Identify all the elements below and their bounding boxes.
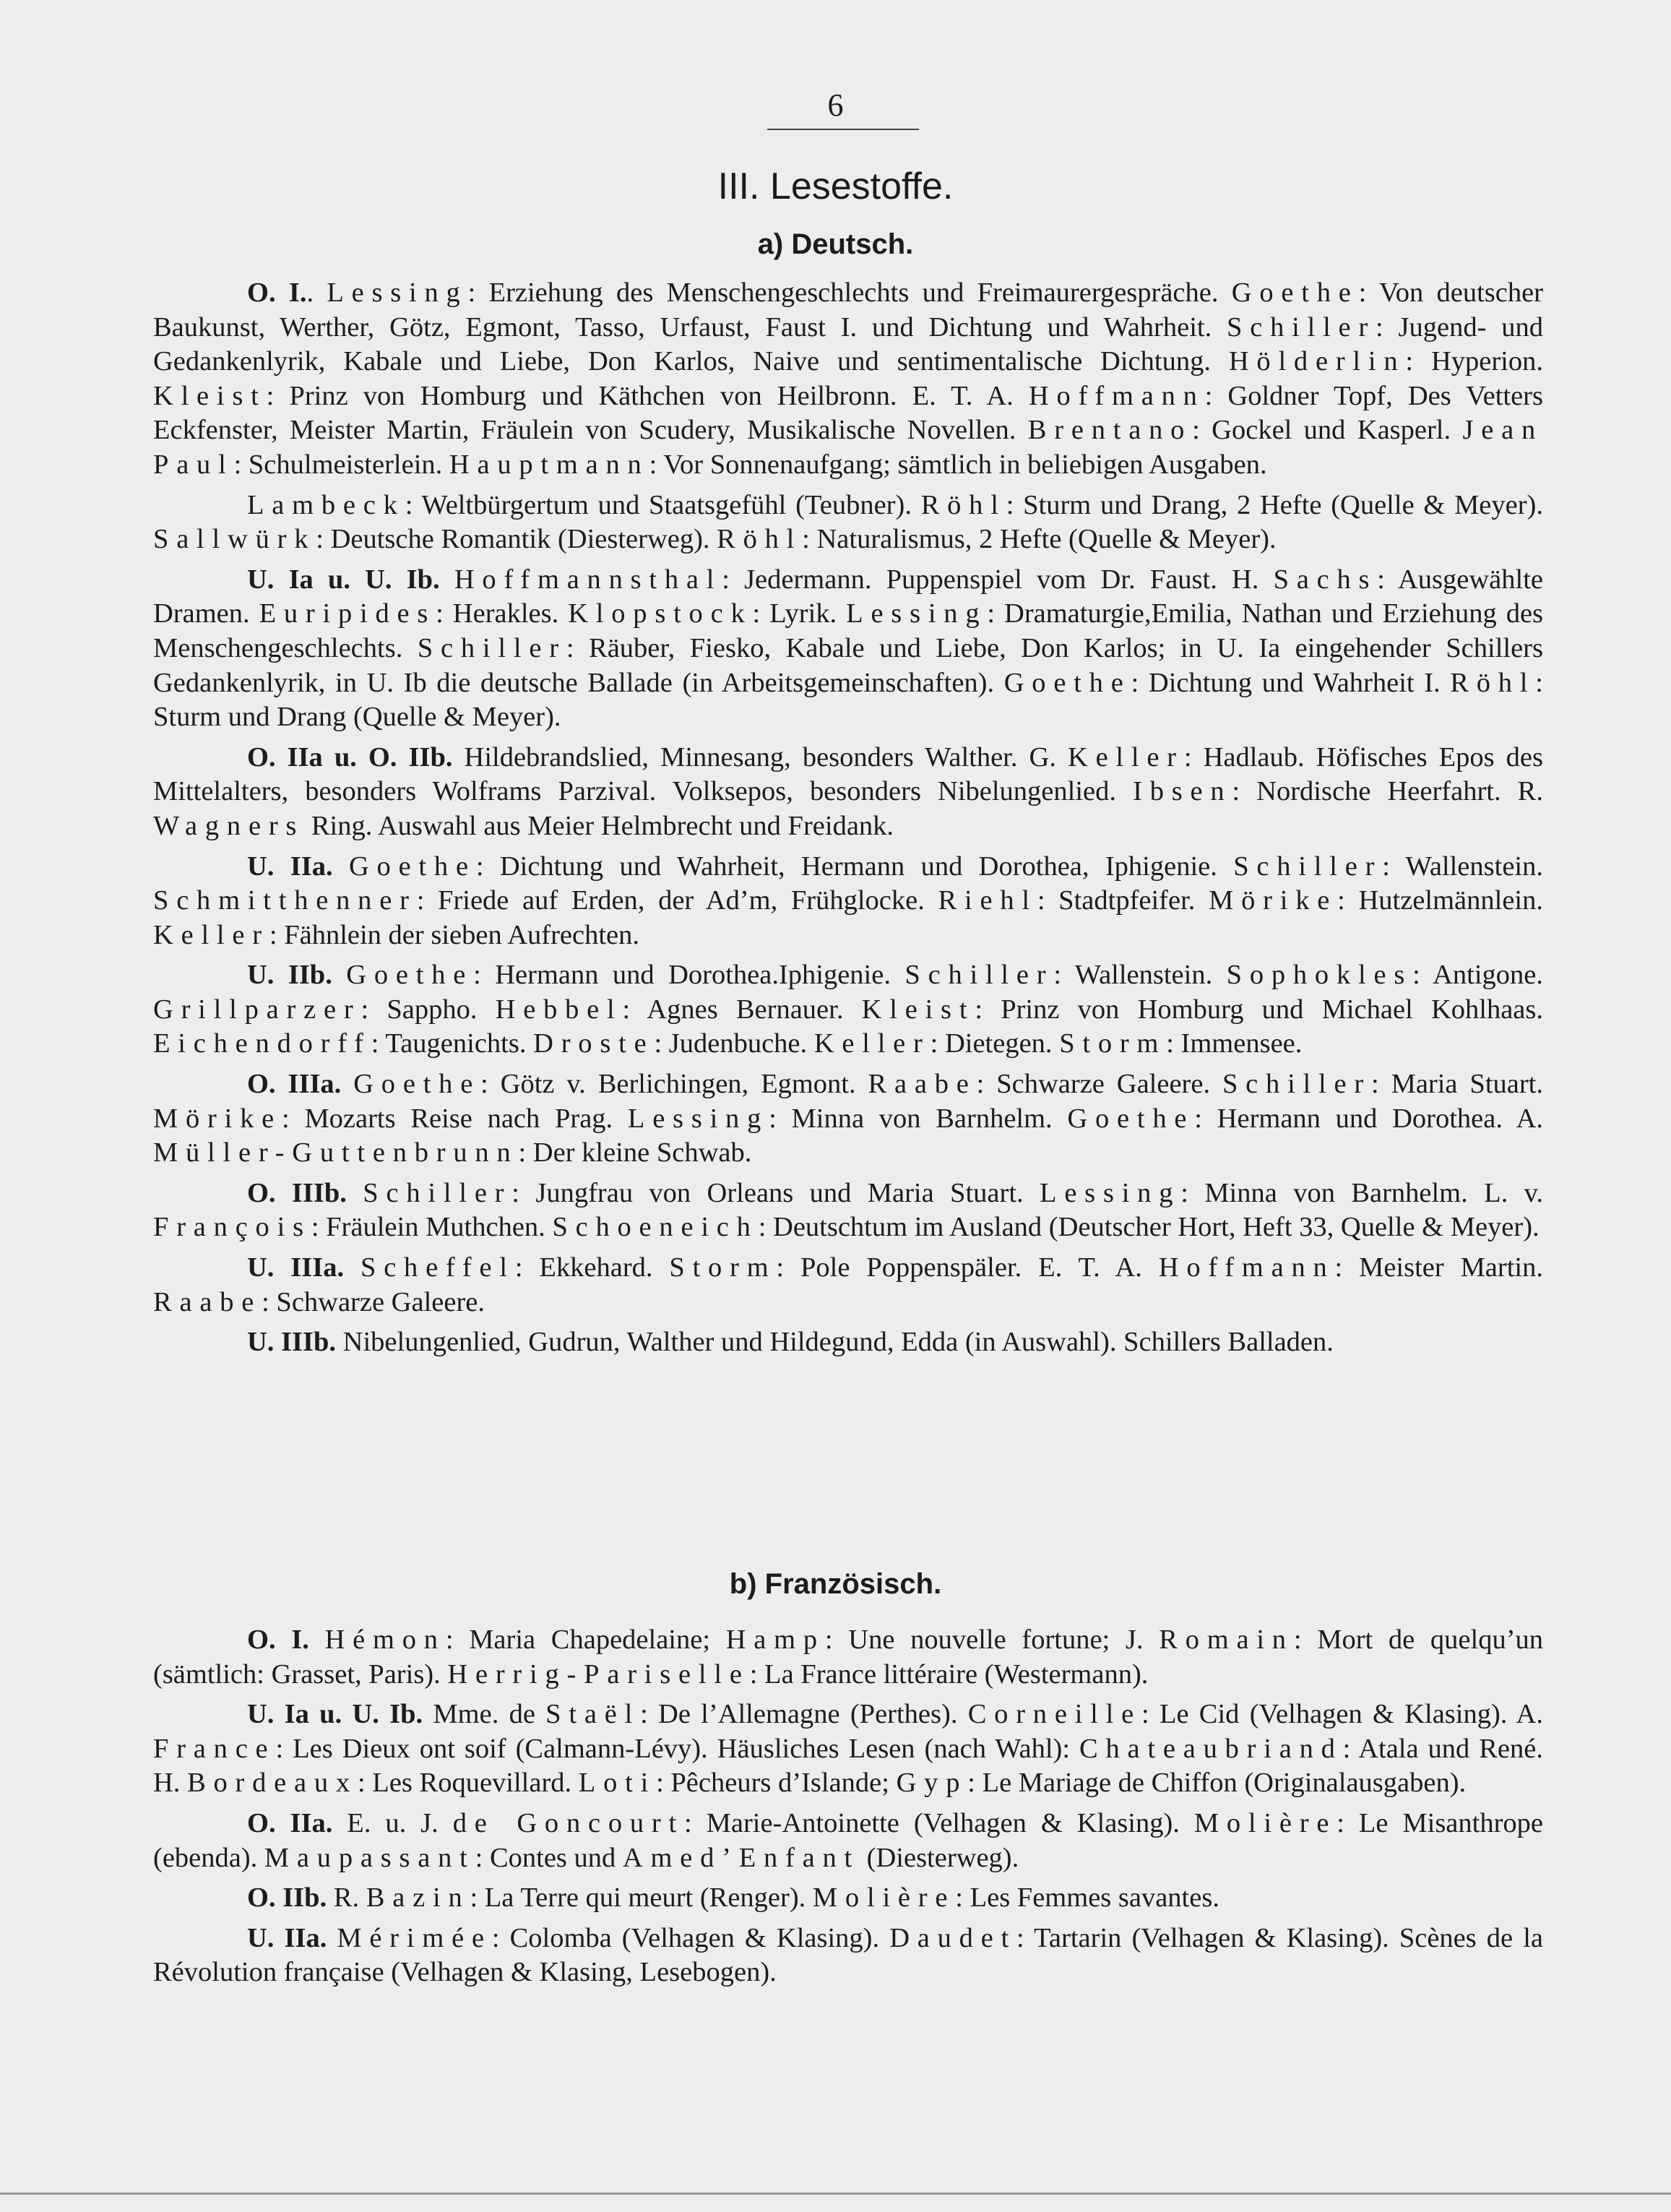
bottom-edge-rule — [0, 2192, 1671, 2195]
author-name: Hémon — [324, 1624, 446, 1655]
author-name: Lessing — [627, 1103, 769, 1134]
author-name: Schiller — [904, 960, 1054, 991]
text-run: : Hermann und Dorothea. A. — [1194, 1103, 1544, 1134]
text-run: : Sturm und Drang (Quelle & Meyer). — [153, 667, 1543, 733]
text-run: : Goldner Topf, Des Vetters Eckfenster, Meister Martin, Fräulein von Scudery, Musikalische Novellen. — [153, 380, 1543, 446]
text-run: Mme. de — [423, 1699, 546, 1730]
text-run — [327, 1923, 337, 1953]
text-run: : La France littéraire (Westermann). — [749, 1658, 1149, 1690]
author-name: Goethe — [1067, 1103, 1195, 1134]
text-run — [309, 1624, 325, 1655]
author-name: Ibsen — [1133, 776, 1232, 807]
author-name: Scheffel — [360, 1252, 515, 1283]
author-name: Bordeaux — [187, 1768, 358, 1799]
author-name: Goethe — [1003, 667, 1131, 698]
author-name: Euripides — [259, 598, 436, 629]
author-name: Jean Paul — [153, 415, 1543, 480]
text-run: : Minna von Barnhelm. — [769, 1103, 1068, 1134]
subsection-title-deutsch: a) Deutsch. — [757, 228, 914, 260]
author-name: Klopstock — [568, 598, 753, 629]
author-name: Amed’Enfant — [622, 1842, 860, 1873]
text-run: : Fähnlein der sieben Aufrechten. — [269, 919, 639, 950]
author-name: Droste — [533, 1028, 655, 1059]
class-label: U. IIIb. — [247, 1327, 337, 1358]
paragraph-fr-o-i — [153, 1623, 1543, 1692]
text-run: : Le Mariage de Chiffon (Originalausgaben). — [967, 1768, 1467, 1799]
text-run: : Weltbürgertum und Staatsgefühl (Teubner). — [405, 489, 921, 520]
text-run: : Stadtpfeifer. — [1037, 885, 1209, 916]
text-run: R. — [327, 1882, 366, 1914]
text-run: : Räuber, Fiesko, Kabale und Liebe, Don Karlos; in U. Ia eingehender Schillers Gedankenlyrik, in U. Ib die deutsche Ballade (in Arbeitsgemeinschaften). — [153, 632, 1543, 698]
author-name: Hölderlin — [1228, 346, 1406, 377]
author-name: Mörike — [1209, 885, 1338, 916]
text-run: : Nordische Heerfahrt. R. — [1232, 776, 1543, 807]
text-run: : Contes und — [475, 1842, 623, 1873]
author-name: Herrig-Pariselle — [447, 1658, 750, 1690]
text-run: : Naturalismus, 2 Hefte (Quelle & Meyer). — [802, 524, 1277, 555]
author-name: Keller — [1067, 741, 1184, 773]
text-run: : Vor Sonnenaufgang; sämtlich in beliebigen Ausgaben. — [649, 449, 1267, 480]
text-run: : Ekkehard. — [514, 1252, 670, 1283]
author-name: France — [153, 1733, 276, 1764]
text-run: : Atala und René. H. — [153, 1733, 1543, 1799]
text-run: : Le Cid (Velhagen & Klasing). A. — [1141, 1699, 1543, 1730]
text-run: : Ausgewählte Dramen. — [153, 564, 1544, 629]
author-name: Goethe — [353, 1069, 481, 1100]
text-run: : Fräulein Muthchen. — [311, 1212, 553, 1243]
text-run: : Marie-Antoinette (Velhagen & Klasing). — [684, 1807, 1194, 1838]
author-name: Goethe — [346, 960, 474, 991]
text-run: : Agnes Bernauer. — [622, 994, 862, 1025]
author-name: Corneille — [967, 1699, 1141, 1730]
author-name: Röhl — [717, 524, 803, 555]
text-run: : Sappho. — [360, 994, 496, 1025]
text-run — [333, 851, 349, 882]
text-run: : Le Misanthrope (ebenda). — [153, 1807, 1543, 1873]
paragraph-u-iiib — [153, 1325, 1543, 1360]
text-run: : Pole Poppenspäler. E. T. A. — [776, 1252, 1159, 1283]
text-run: (Diesterweg). — [860, 1842, 1019, 1873]
paragraph-u-iib — [153, 958, 1543, 1062]
text-run: : Hutzelmännlein. — [1337, 885, 1543, 916]
text-run: Nibelungenlied, Gudrun, Walther und Hildegund, Edda (in Auswahl). Schillers Balladen. — [336, 1327, 1334, 1358]
text-run: : Schwarze Galeere. — [976, 1069, 1222, 1100]
text-run: : Wallenstein. — [1053, 960, 1227, 991]
text-run: : Hermann und Dorothea.Iphigenie. — [473, 960, 905, 991]
class-label: O. IIIb. — [247, 1177, 347, 1208]
text-run: : Lyrik. — [752, 598, 847, 629]
text-run: : Judenbuche. — [654, 1028, 814, 1059]
paragraph-o-iia-u-o-iib — [153, 741, 1543, 844]
text-run: : Mort de quelqu’un (sämtlich: Grasset, Paris). — [153, 1624, 1544, 1690]
author-name: Molière — [1193, 1807, 1337, 1838]
text-run: : Deutschtum im Ausland (Deutscher Hort, Heft 33, Quelle & Meyer). — [758, 1212, 1540, 1243]
class-label: O. IIa. — [247, 1807, 333, 1838]
text-run: : Schwarze Galeere. — [262, 1286, 485, 1317]
text-run: : Herakles. — [436, 598, 569, 629]
text-run: : Mozarts Reise nach Prag. — [282, 1103, 628, 1134]
author-name: Storm — [669, 1252, 777, 1283]
text-run: : Antigone. — [1412, 960, 1543, 991]
author-name: Kleist — [861, 994, 975, 1025]
text-run — [347, 1178, 363, 1208]
author-name: Schiller — [1222, 1069, 1371, 1100]
author-name: Maupassant — [264, 1842, 475, 1873]
author-name: Raabe — [868, 1069, 977, 1100]
paragraph-u-iia — [153, 850, 1543, 953]
text-run: Ring. Auswahl aus Meier Helmbrecht und Freidank. — [304, 810, 894, 841]
class-label: U. IIa. — [247, 851, 333, 882]
text-run: : Friede auf Erden, der Ad’m, Frühglocke. — [416, 885, 938, 916]
author-name: Keller — [153, 919, 269, 950]
text-run: : Jugend- und Gedankenlyrik, Kabale und Liebe, Don Karlos, Naive und sentimentalische Dichtung. — [153, 311, 1543, 377]
text-run: : La Terre qui meurt (Renger). — [470, 1882, 813, 1914]
text-run: : De l’Allemagne (Perthes). — [640, 1699, 968, 1730]
author-name: Sachs — [1273, 564, 1378, 595]
author-name: Mérimée — [337, 1922, 492, 1953]
author-name: Wagners — [153, 810, 305, 841]
author-name: Bazin — [366, 1882, 470, 1914]
author-name: Röhl — [1450, 667, 1536, 698]
author-name: Schiller — [363, 1177, 512, 1208]
text-run: : Maria Stuart. — [1370, 1069, 1544, 1100]
text-run: : Prinz von Homburg und Käthchen von Heilbronn. E. T. A. — [266, 380, 1029, 411]
author-name: Staël — [545, 1699, 641, 1730]
text-run: : Gockel und Kasperl. — [1192, 415, 1463, 446]
text-run: : Pêcheurs d’Islande; — [656, 1768, 897, 1799]
paragraph-u-iiia — [153, 1251, 1543, 1320]
paragraph-o-iiib — [153, 1176, 1543, 1245]
text-run: . — [306, 277, 327, 308]
paragraph-fr-o-iib — [153, 1881, 1543, 1916]
author-name: Hoffmannsthal — [454, 564, 722, 595]
author-name: Mörike — [153, 1103, 282, 1134]
subsection-title-franzoesisch: b) Französisch. — [729, 1568, 942, 1600]
class-label: U. Ia u. U. Ib. — [247, 564, 440, 595]
author-name: Goethe — [348, 851, 476, 882]
text-run: : Deutsche Romantik (Diesterweg). — [316, 524, 717, 555]
text-run: : Les Roquevillard. — [357, 1768, 579, 1799]
page-number: 6 — [827, 87, 844, 123]
paragraph-fr-u-ia-u-ib — [153, 1697, 1543, 1801]
text-run: : Erziehung des Menschengeschlechts und Freimaurergespräche. — [467, 277, 1232, 308]
class-label: U. IIa. — [247, 1922, 327, 1953]
section-title: III. Lesestoffe. — [717, 165, 954, 207]
text-run: : Meister Martin. — [1334, 1252, 1543, 1283]
author-name: Hauptmann — [449, 449, 649, 480]
author-name: Schmitthenner — [153, 885, 417, 916]
text-run: : Jungfrau von Orleans und Maria Stuart. — [511, 1177, 1040, 1208]
text-run: : Wallenstein. — [1382, 851, 1543, 882]
paragraph-u-ia-u-ib — [153, 563, 1543, 735]
author-name: Röhl — [920, 489, 1006, 520]
author-name: Müller-Guttenbrunn — [153, 1137, 519, 1169]
author-name: Lessing — [1040, 1177, 1181, 1208]
author-name: Brentano — [1027, 415, 1193, 446]
paragraph-fr-o-iia — [153, 1807, 1543, 1875]
text-run — [341, 1069, 353, 1099]
deutsch-reading-list — [153, 276, 1543, 1366]
class-label: O. I. — [247, 1624, 309, 1655]
author-name: Schiller — [1227, 311, 1376, 343]
text-run: : Der kleine Schwab. — [518, 1137, 752, 1169]
text-run: : Tartarin (Velhagen & Klasing). Scènes de la Révolution française (Velhagen & Klasing, Lesebogen). — [153, 1922, 1543, 1988]
text-run: : Prinz von Homburg und Michael Kohlhaas. — [975, 994, 1543, 1025]
paragraph-o-i-secondary — [153, 489, 1543, 557]
author-name: Molière — [812, 1882, 956, 1914]
text-run: : Les Dieux ont soif (Calmann-Lévy). Häusliches Lesen (nach Wahl): — [275, 1733, 1080, 1764]
text-run: : Taugenichts. — [371, 1028, 534, 1059]
text-run: : Götz v. Berlichingen, Egmont. — [480, 1069, 868, 1100]
text-run: : Hyperion. — [1405, 346, 1544, 377]
author-name: Hamp — [725, 1624, 825, 1655]
text-run: : Hadlaub. Höfisches Epos des Mittelalters, besonders Wolframs Parzival. Volksepos, besonders Nibelungenlied. — [153, 741, 1543, 807]
author-name: Daudet — [889, 1922, 1017, 1953]
page-number-rule — [767, 129, 919, 130]
paragraph-fr-u-iia — [153, 1921, 1543, 1990]
author-name: Schoeneich — [552, 1212, 759, 1243]
text-run: Hildebrandslied, Minnesang, besonders Walther. G. — [452, 741, 1068, 773]
text-run: : Immensee. — [1166, 1028, 1303, 1059]
author-name: Sophokles — [1226, 960, 1413, 991]
text-run — [344, 1252, 360, 1283]
author-name: Raabe — [153, 1286, 262, 1317]
paragraph-o-iiia — [153, 1067, 1543, 1171]
author-name: Sallwürk — [153, 524, 316, 555]
author-name: Romain — [1159, 1624, 1294, 1655]
text-run: : Dichtung und Wahrheit, Hermann und Dorothea, Iphigenie. — [475, 851, 1234, 882]
class-label: U. IIIa. — [247, 1252, 345, 1283]
text-run — [332, 960, 346, 990]
text-run: : Von deutscher Baukunst, Werther, Götz, Egmont, Tasso, Urfaust, Faust I. und Dichtung und Wahrheit. — [153, 277, 1544, 343]
class-label: O. IIa u. O. IIb. — [247, 741, 453, 773]
author-name: Gyp — [896, 1768, 968, 1799]
class-label: O. IIb. — [247, 1882, 327, 1914]
franzoesisch-reading-list — [153, 1623, 1543, 1996]
author-name: Loti — [578, 1768, 657, 1799]
text-run: : Colomba (Velhagen & Klasing). — [491, 1922, 890, 1953]
author-name: Schiller — [417, 632, 566, 663]
class-label: U. Ia u. U. Ib. — [247, 1699, 423, 1730]
author-name: Schiller — [1233, 851, 1383, 882]
author-name: Chateaubriand — [1079, 1733, 1343, 1764]
author-name: de Goncourt — [452, 1807, 684, 1838]
text-run: : Maria Chapedelaine; — [445, 1624, 726, 1655]
paragraph-o-i — [153, 276, 1543, 483]
author-name: Goethe — [1231, 277, 1359, 308]
class-label: O. IIIa. — [247, 1069, 342, 1100]
author-name: Hoffmann — [1028, 380, 1205, 411]
text-run: E. u. J. — [332, 1807, 453, 1838]
author-name: Hebbel — [495, 994, 623, 1025]
text-run: : Dramaturgie,Emilia, Nathan und Erziehung des Menschengeschlechts. — [153, 598, 1544, 663]
author-name: Grillparzer — [153, 994, 361, 1025]
text-run: : Minna von Barnhelm. L. v. — [1180, 1177, 1544, 1208]
author-name: Lessing — [846, 598, 988, 629]
text-run: : Une nouvelle fortune; J. — [824, 1624, 1160, 1655]
text-run: : Sturm und Drang, 2 Hefte (Quelle & Meyer). — [1006, 489, 1543, 520]
author-name: Kleist — [153, 380, 267, 411]
text-run: : Les Femmes savantes. — [955, 1882, 1219, 1914]
text-run: : Dietegen. — [930, 1028, 1060, 1059]
author-name: Hoffmann — [1158, 1252, 1335, 1283]
text-run — [440, 564, 454, 595]
text-run: : Jedermann. Puppenspiel vom Dr. Faust. H. — [722, 564, 1274, 595]
class-label: U. IIb. — [247, 960, 332, 991]
author-name: Storm — [1059, 1028, 1167, 1059]
author-name: Riehl — [938, 885, 1037, 916]
text-run: : Dichtung und Wahrheit I. — [1131, 667, 1451, 698]
author-name: Lessing — [327, 277, 468, 308]
class-label: O. I. — [247, 277, 307, 308]
author-name: François — [153, 1212, 311, 1243]
text-run: : Schulmeisterlein. — [233, 449, 449, 480]
author-name: Keller — [813, 1028, 931, 1059]
author-name: Lambeck — [247, 489, 405, 520]
author-name: Eichendorff — [153, 1028, 371, 1059]
